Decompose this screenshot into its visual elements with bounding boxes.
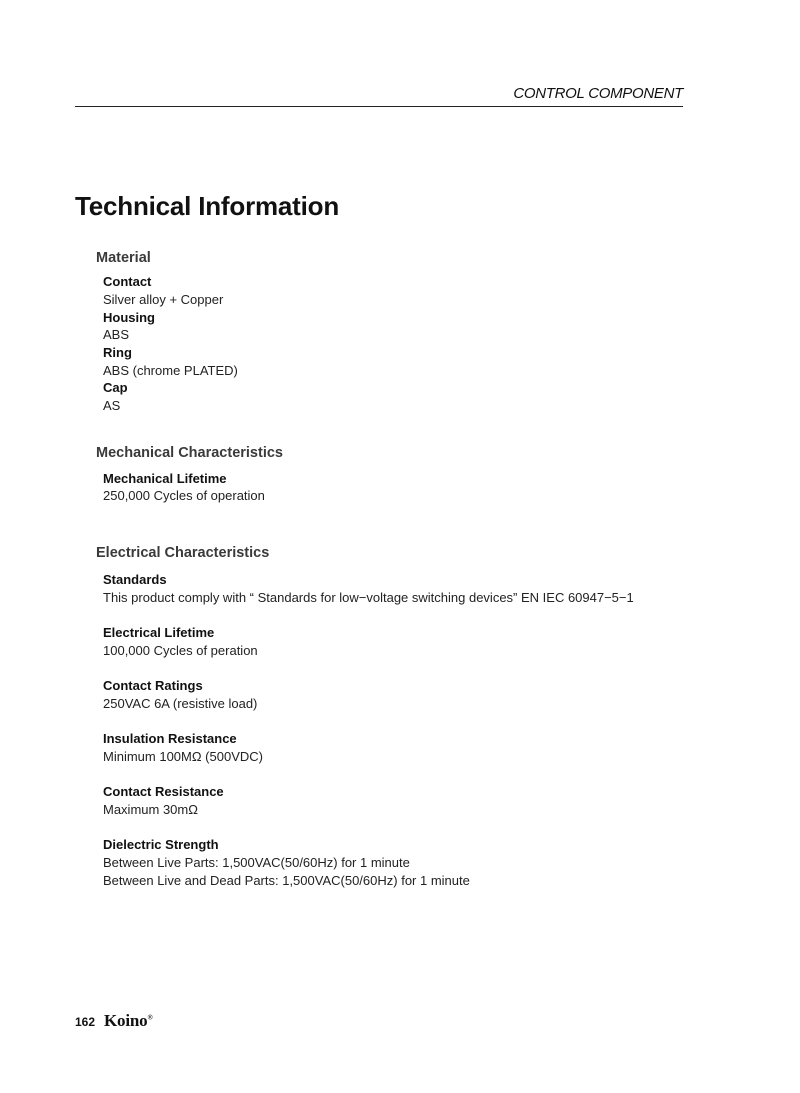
electrical-lifetime-value: 100,000 Cycles of peration xyxy=(103,643,258,658)
section-title-electrical: Electrical Characteristics xyxy=(96,545,270,561)
contact-resistance-label: Contact Resistance xyxy=(103,784,224,799)
ring-value: ABS (chrome PLATED) xyxy=(103,363,238,378)
contact-ratings-label: Contact Ratings xyxy=(103,678,203,693)
insulation-resistance-value: Minimum 100MΩ (500VDC) xyxy=(103,749,263,764)
electrical-lifetime-label: Electrical Lifetime xyxy=(103,625,215,640)
cap-value: AS xyxy=(103,398,121,413)
standards-value: This product comply with “ Standards for low−voltage switching devices” EN IEC 60947−5−1 xyxy=(103,590,634,605)
registered-mark: ® xyxy=(147,1013,153,1022)
standards-label: Standards xyxy=(103,572,167,587)
mechanical-lifetime-label: Mechanical Lifetime xyxy=(103,471,227,486)
page-footer xyxy=(75,1011,152,1031)
cap-label: Cap xyxy=(103,380,128,395)
page-number: 162 xyxy=(75,1015,96,1029)
page-header xyxy=(75,84,683,107)
contact-ratings-value: 250VAC 6A (resistive load) xyxy=(103,696,258,711)
dielectric-strength-value-1: Between Live Parts: 1,500VAC(50/60Hz) for 1 minute xyxy=(103,855,410,870)
housing-label: Housing xyxy=(103,310,155,325)
header-title: CONTROL COMPONENT xyxy=(513,85,683,102)
contact-label: Contact xyxy=(103,274,152,289)
section-title-mechanical: Mechanical Characteristics xyxy=(96,445,283,461)
page-title: Technical Information xyxy=(75,191,340,221)
dielectric-strength-value-2: Between Live and Dead Parts: 1,500VAC(50/60Hz) for 1 minute xyxy=(103,873,470,888)
section-title-material: Material xyxy=(96,250,151,266)
contact-value: Silver alloy + Copper xyxy=(103,292,224,307)
brand-logo xyxy=(104,1011,152,1031)
contact-resistance-value: Maximum 30mΩ xyxy=(103,802,198,817)
ring-label: Ring xyxy=(103,345,132,360)
mechanical-lifetime-value: 250,000 Cycles of operation xyxy=(103,488,265,503)
dielectric-strength-label: Dielectric Strength xyxy=(103,837,219,852)
brand-name: Koino xyxy=(104,1011,148,1030)
housing-value: ABS xyxy=(103,327,130,342)
insulation-resistance-label: Insulation Resistance xyxy=(103,731,237,746)
